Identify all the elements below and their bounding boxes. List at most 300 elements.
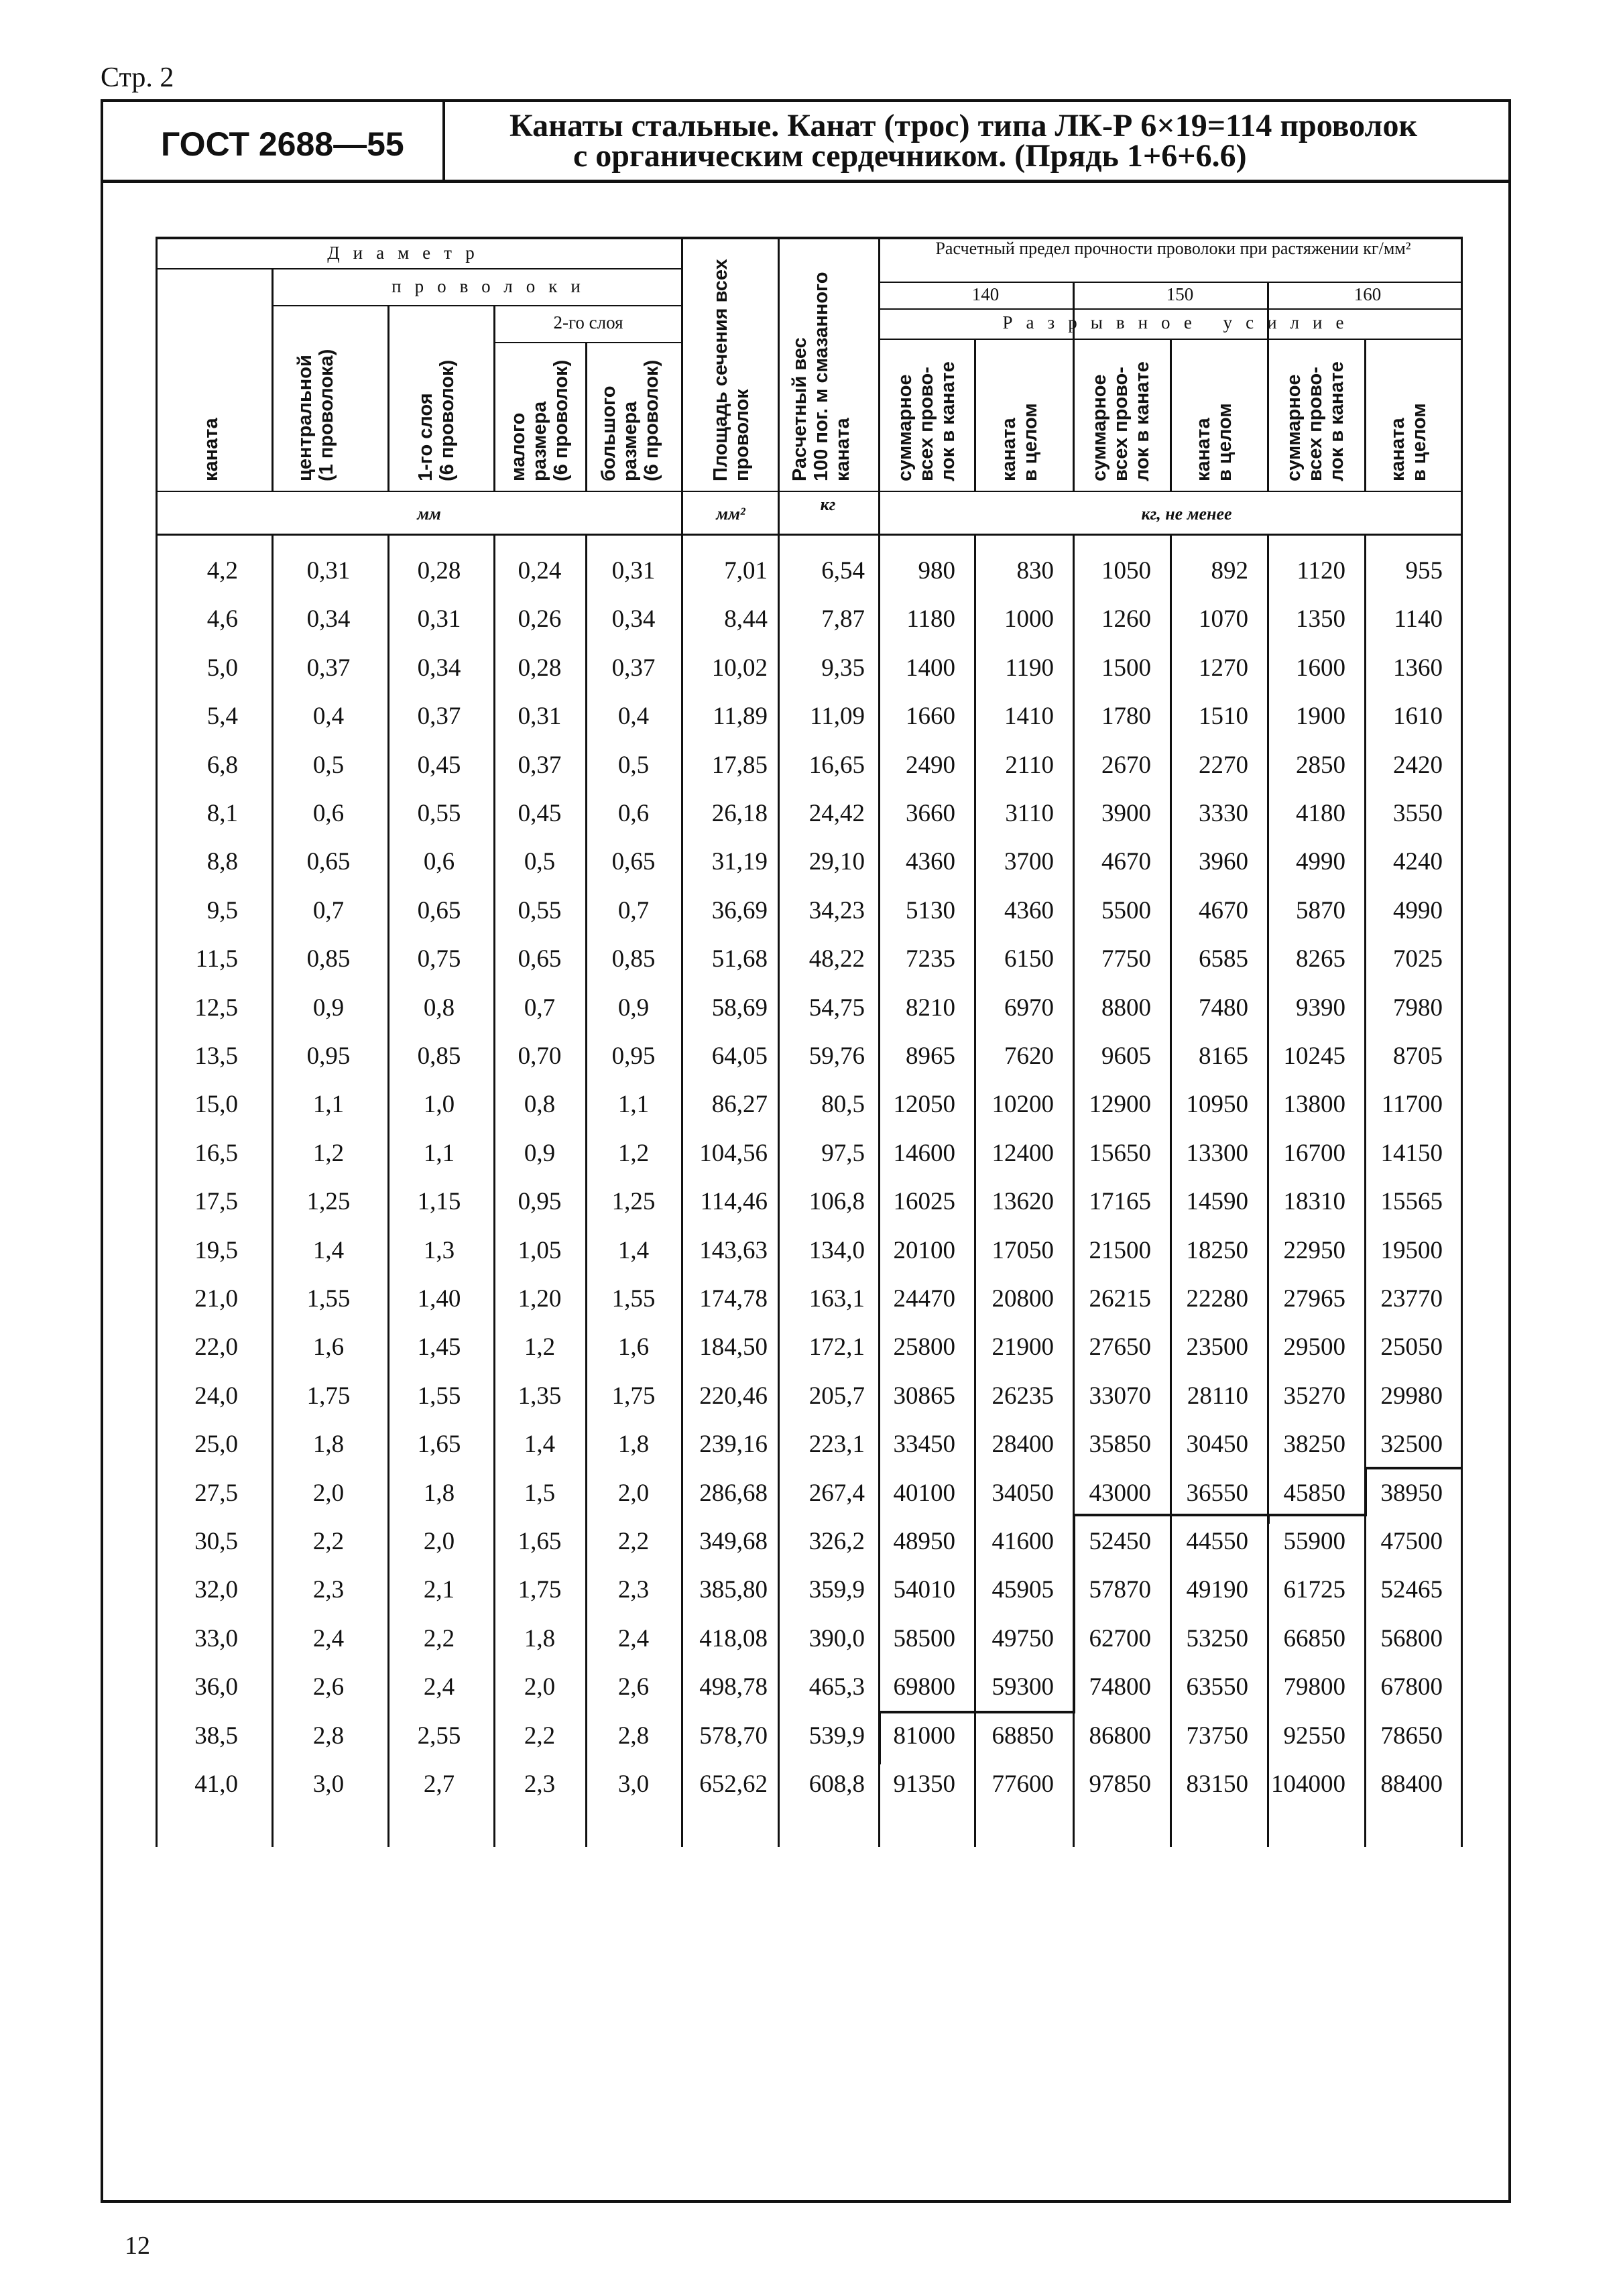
table-cell: 830 — [1016, 557, 1054, 585]
layer2-rule — [493, 342, 681, 343]
table-cell: 32500 — [1380, 1431, 1443, 1459]
table-cell: 54,75 — [808, 993, 865, 1022]
table-cell: 4,2 — [206, 557, 238, 585]
header-sum-wires-150: суммарное всех прово- лок в канате — [1089, 361, 1153, 481]
table-cell: 2490 — [906, 751, 955, 779]
table-cell: 1360 — [1393, 654, 1443, 682]
table-cell: 1190 — [1005, 654, 1054, 682]
table-cell: 66850 — [1283, 1624, 1345, 1652]
table-cell: 2,7 — [423, 1770, 455, 1798]
table-cell: 59,76 — [808, 1042, 865, 1070]
table-cell: 1,1 — [617, 1091, 650, 1119]
table-cell: 1140 — [1394, 605, 1443, 633]
table-cell: 0,55 — [417, 800, 461, 827]
table-cell: 0,8 — [423, 993, 455, 1022]
table-cell: 223,1 — [808, 1431, 865, 1459]
table-cell: 0,7 — [312, 896, 345, 924]
header-layer1: 1-го слоя (6 проволок) — [415, 359, 458, 481]
table-cell: 6585 — [1199, 945, 1248, 973]
table-cell: 1,4 — [617, 1236, 650, 1264]
table-cell: 106,8 — [808, 1188, 865, 1216]
table-cell: 390,0 — [808, 1624, 865, 1652]
col-line — [1364, 339, 1366, 491]
table-cell: 41,0 — [194, 1770, 238, 1798]
table-cell: 21,0 — [194, 1285, 238, 1313]
table-cell: 1660 — [906, 703, 955, 731]
table-cell: 1050 — [1101, 557, 1151, 585]
table-cell: 0,65 — [306, 848, 351, 876]
table-cell: 0,37 — [417, 703, 461, 731]
table-cell: 1510 — [1199, 703, 1248, 731]
table-cell: 2,6 — [312, 1673, 345, 1701]
table-cell: 1260 — [1101, 605, 1151, 633]
col-line — [272, 269, 274, 491]
table-cell: 418,08 — [699, 1624, 768, 1652]
header-layer2: 2-го слоя — [553, 312, 623, 333]
table-cell: 68850 — [991, 1721, 1054, 1750]
table-cell: 286,68 — [699, 1479, 768, 1507]
table-cell: 41600 — [991, 1528, 1054, 1555]
header-grade-140: 140 — [971, 284, 1000, 304]
unit-mm2: мм² — [716, 504, 745, 524]
table-cell: 53250 — [1186, 1624, 1248, 1652]
table-cell: 34,23 — [808, 896, 865, 924]
table-cell: 4670 — [1199, 896, 1248, 924]
table-cell: 9,5 — [206, 896, 238, 924]
table-cell: 57870 — [1089, 1576, 1151, 1604]
table-cell: 36550 — [1186, 1479, 1248, 1507]
table-cell: 97,5 — [821, 1139, 865, 1167]
table-cell: 184,50 — [699, 1333, 768, 1362]
table-cell: 1270 — [1199, 654, 1248, 682]
table-cell: 104000 — [1271, 1770, 1345, 1798]
table-cell: 8800 — [1101, 993, 1151, 1022]
table-cell: 2,0 — [617, 1479, 650, 1507]
page-number: 12 — [125, 2232, 150, 2260]
unit-mm: мм — [417, 504, 441, 524]
table-cell: 27965 — [1283, 1285, 1345, 1313]
table-cell: 239,16 — [699, 1431, 768, 1459]
table-cell: 0,37 — [306, 654, 351, 682]
table-cell: 359,9 — [808, 1576, 865, 1604]
table-cell: 7,87 — [821, 605, 865, 633]
table-cell: 1900 — [1296, 703, 1345, 731]
table-cell: 38250 — [1283, 1431, 1345, 1459]
table-cell: 143,63 — [699, 1236, 768, 1264]
table-cell: 2110 — [1005, 751, 1054, 779]
table-cell: 45850 — [1283, 1479, 1345, 1507]
col-line — [681, 237, 683, 1847]
table-cell: 2,4 — [617, 1624, 650, 1652]
table-cell: 11700 — [1381, 1091, 1443, 1119]
table-cell: 61725 — [1283, 1576, 1345, 1604]
strength-rule — [878, 282, 1463, 283]
header-bottom-rule — [103, 180, 1511, 183]
table-cell: 1,4 — [312, 1236, 345, 1264]
header-rope-whole-140: каната в целом — [998, 403, 1041, 481]
region-mark — [1364, 1467, 1367, 1515]
col-line — [1461, 237, 1463, 1847]
table-cell: 38,5 — [194, 1721, 238, 1750]
table-cell: 62700 — [1089, 1624, 1151, 1652]
table-cell: 114,46 — [700, 1188, 768, 1216]
table-cell: 88400 — [1380, 1770, 1443, 1798]
table-cell: 4670 — [1101, 848, 1151, 876]
table-cell: 11,09 — [810, 703, 865, 731]
table-cell: 58,69 — [711, 993, 768, 1022]
table-cell: 33450 — [893, 1431, 955, 1459]
table-cell: 3900 — [1101, 800, 1151, 827]
table-cell: 2,0 — [423, 1528, 455, 1555]
table-cell: 2,8 — [312, 1721, 345, 1750]
table-cell: 2420 — [1393, 751, 1443, 779]
table-cell: 1350 — [1296, 605, 1345, 633]
table-cell: 2,3 — [312, 1576, 345, 1604]
table-cell: 40100 — [893, 1479, 955, 1507]
table-cell: 0,95 — [611, 1042, 656, 1070]
table-cell: 13620 — [991, 1188, 1054, 1216]
table-cell: 13,5 — [194, 1042, 238, 1070]
table-cell: 0,28 — [518, 654, 562, 682]
table-cell: 16025 — [893, 1188, 955, 1216]
table-cell: 20100 — [893, 1236, 955, 1264]
title-line-1: Канаты стальные. Канат (трос) типа ЛК-Р 6×19=114 проволок — [509, 108, 1418, 143]
table-cell: 51,68 — [711, 945, 768, 973]
col-line — [272, 536, 274, 1847]
table-cell: 43000 — [1089, 1479, 1151, 1507]
table-cell: 205,7 — [808, 1382, 865, 1410]
table-cell: 174,78 — [699, 1285, 768, 1313]
table-cell: 55900 — [1283, 1528, 1345, 1555]
table-cell: 2270 — [1199, 751, 1248, 779]
header-breaking: Разрывное усилие — [1002, 312, 1358, 333]
table-cell: 24470 — [893, 1285, 955, 1313]
col-line — [1170, 536, 1172, 1847]
table-cell: 38950 — [1380, 1479, 1443, 1507]
table-cell: 14150 — [1380, 1139, 1443, 1167]
table-cell: 44550 — [1186, 1528, 1248, 1555]
table-cell: 0,31 — [611, 557, 656, 585]
table-cell: 1,55 — [611, 1285, 656, 1313]
table-cell: 36,69 — [711, 896, 768, 924]
table-cell: 980 — [918, 557, 955, 585]
table-cell: 0,85 — [306, 945, 351, 973]
col-line — [1364, 536, 1366, 1847]
table-cell: 3330 — [1199, 800, 1248, 827]
table-cell: 31,19 — [711, 848, 768, 876]
table-cell: 4180 — [1296, 800, 1345, 827]
table-cell: 2,2 — [423, 1624, 455, 1652]
region-mark — [1073, 1514, 1075, 1712]
table-cell: 29500 — [1283, 1333, 1345, 1362]
table-cell: 19,5 — [194, 1236, 238, 1264]
table-cell: 2,2 — [524, 1721, 556, 1750]
table-cell: 12,5 — [194, 993, 238, 1022]
table-cell: 0,37 — [611, 654, 656, 682]
units-rule — [156, 491, 1463, 492]
region-mark — [1073, 1514, 1270, 1516]
table-cell: 1,65 — [417, 1431, 461, 1459]
grade-rule — [878, 308, 1463, 310]
unit-kg: кг — [820, 495, 836, 514]
wires-rule — [272, 305, 681, 306]
title-line-2: с органическим сердечником. (Прядь 1+6+6.6) — [573, 138, 1247, 174]
table-cell: 1400 — [906, 654, 955, 682]
table-cell: 9,35 — [821, 654, 865, 682]
table-cell: 22,0 — [194, 1333, 238, 1362]
table-cell: 29980 — [1380, 1382, 1443, 1410]
table-cell: 58500 — [893, 1624, 955, 1652]
table-cell: 9605 — [1101, 1042, 1151, 1070]
table-cell: 16,65 — [808, 751, 865, 779]
table-cell: 172,1 — [808, 1333, 865, 1362]
col-line — [585, 536, 587, 1847]
table-cell: 86,27 — [711, 1091, 768, 1119]
table-cell: 22950 — [1283, 1236, 1345, 1264]
region-mark — [1267, 1514, 1367, 1516]
table-cell: 8,44 — [724, 605, 768, 633]
table-cell: 1,8 — [423, 1479, 455, 1507]
table-cell: 6,54 — [821, 557, 865, 585]
table-cell: 1410 — [1004, 703, 1054, 731]
col-line — [493, 536, 495, 1847]
table-cell: 892 — [1211, 557, 1248, 585]
table-cell: 6150 — [1004, 945, 1054, 973]
table-cell: 5500 — [1101, 896, 1151, 924]
table-cell: 0,34 — [306, 605, 351, 633]
table-cell: 1,25 — [306, 1188, 351, 1216]
table-cell: 80,5 — [821, 1091, 865, 1119]
table-cell: 0,24 — [518, 557, 562, 585]
table-cell: 49190 — [1186, 1576, 1248, 1604]
table-cell: 385,80 — [699, 1576, 768, 1604]
header-small: малого размера (6 проволок) — [507, 359, 572, 481]
table-cell: 8165 — [1199, 1042, 1248, 1070]
table-cell: 1,1 — [423, 1139, 455, 1167]
table-cell: 30,5 — [194, 1528, 238, 1555]
table-cell: 14590 — [1186, 1188, 1248, 1216]
table-cell: 13800 — [1283, 1091, 1345, 1119]
table-cell: 0,45 — [417, 751, 461, 779]
table-cell: 30865 — [893, 1382, 955, 1410]
table-cell: 3700 — [1004, 848, 1054, 876]
table-cell: 23770 — [1380, 1285, 1443, 1313]
table-cell: 36,0 — [194, 1673, 238, 1701]
table-cell: 33070 — [1089, 1382, 1151, 1410]
col-line — [974, 536, 976, 1847]
region-mark — [1364, 1467, 1463, 1469]
table-cell: 48,22 — [808, 945, 865, 973]
table-cell: 498,78 — [699, 1673, 768, 1701]
table-cell: 12900 — [1089, 1091, 1151, 1119]
table-cell: 1500 — [1101, 654, 1151, 682]
table-cell: 1120 — [1297, 557, 1345, 585]
table-cell: 97850 — [1089, 1770, 1151, 1798]
table-cell: 8210 — [906, 993, 955, 1022]
table-cell: 59300 — [991, 1673, 1054, 1701]
table-cell: 25,0 — [194, 1431, 238, 1459]
table-cell: 4,6 — [206, 605, 238, 633]
table-cell: 5,0 — [206, 654, 238, 682]
table-cell: 73750 — [1186, 1721, 1248, 1750]
table-cell: 54010 — [893, 1576, 955, 1604]
table-cell: 0,8 — [524, 1091, 556, 1119]
table-cell: 3550 — [1393, 800, 1443, 827]
table-cell: 1,3 — [423, 1236, 455, 1264]
header-sum-wires-160: суммарное всех прово- лок в канате — [1283, 361, 1347, 481]
table-cell: 2,0 — [312, 1479, 345, 1507]
table-cell: 652,62 — [699, 1770, 768, 1798]
table-cell: 23500 — [1186, 1333, 1248, 1362]
table-cell: 1,8 — [617, 1431, 650, 1459]
col-line — [156, 237, 158, 1847]
table-cell: 7480 — [1199, 993, 1248, 1022]
table-cell: 1,65 — [518, 1528, 562, 1555]
table-cell: 1,45 — [417, 1333, 461, 1362]
table-cell: 11,5 — [195, 945, 238, 973]
table-cell: 0,95 — [306, 1042, 351, 1070]
table-cell: 81000 — [893, 1721, 955, 1750]
table-cell: 7980 — [1393, 993, 1443, 1022]
table-cell: 0,31 — [417, 605, 461, 633]
header-large: большого размера (6 проволок) — [598, 359, 662, 481]
table-cell: 8,1 — [206, 800, 238, 827]
table-cell: 0,75 — [417, 945, 461, 973]
table-cell: 2670 — [1101, 751, 1151, 779]
table-cell: 1600 — [1296, 654, 1345, 682]
region-mark — [878, 1711, 1075, 1713]
table-cell: 91350 — [893, 1770, 955, 1798]
table-cell: 349,68 — [699, 1528, 768, 1555]
table-cell: 0,34 — [417, 654, 461, 682]
table-cell: 0,4 — [312, 703, 345, 731]
table-cell: 79800 — [1283, 1673, 1345, 1701]
region-mark — [878, 1711, 881, 1764]
table-cell: 56800 — [1380, 1624, 1443, 1652]
table-cell: 63550 — [1186, 1673, 1248, 1701]
table-cell: 0,31 — [306, 557, 351, 585]
table-cell: 1,05 — [518, 1236, 562, 1264]
table-cell: 27,5 — [194, 1479, 238, 1507]
table-cell: 3110 — [1005, 800, 1054, 827]
table-cell: 1,5 — [524, 1479, 556, 1507]
table-cell: 26,18 — [711, 800, 768, 827]
table-cell: 4990 — [1296, 848, 1345, 876]
table-cell: 134,0 — [808, 1236, 865, 1264]
col-line — [387, 536, 389, 1847]
table-cell: 0,65 — [611, 848, 656, 876]
table-cell: 25800 — [893, 1333, 955, 1362]
table-cell: 11,89 — [713, 703, 768, 731]
table-cell: 7025 — [1393, 945, 1443, 973]
table-cell: 49750 — [991, 1624, 1054, 1652]
table-cell: 30450 — [1186, 1431, 1248, 1459]
col-line — [1267, 536, 1269, 1847]
header-area: Площадь сечения всех проволок — [710, 259, 753, 481]
table-cell: 2,3 — [617, 1576, 650, 1604]
table-cell: 4360 — [1004, 896, 1054, 924]
table-cell: 45905 — [991, 1576, 1054, 1604]
table-cell: 326,2 — [808, 1528, 865, 1555]
table-cell: 0,9 — [617, 993, 650, 1022]
table-cell: 0,6 — [423, 848, 455, 876]
table-cell: 5130 — [906, 896, 955, 924]
table-cell: 29,10 — [808, 848, 865, 876]
table-cell: 539,9 — [808, 1721, 865, 1750]
table-cell: 83150 — [1186, 1770, 1248, 1798]
header-central: центральной (1 проволока) — [294, 349, 337, 481]
table-cell: 0,65 — [417, 896, 461, 924]
table-cell: 16,5 — [194, 1139, 238, 1167]
table-cell: 19500 — [1380, 1236, 1443, 1264]
table-cell: 8265 — [1296, 945, 1345, 973]
table-cell: 1,40 — [417, 1285, 461, 1313]
table-cell: 104,56 — [699, 1139, 768, 1167]
table-cell: 0,7 — [617, 896, 650, 924]
table-cell: 35270 — [1283, 1382, 1345, 1410]
header-rope-whole-160: каната в целом — [1387, 403, 1430, 481]
col-line — [974, 339, 976, 491]
col-line — [493, 306, 495, 491]
table-cell: 9390 — [1296, 993, 1345, 1022]
table-cell: 1,25 — [611, 1188, 656, 1216]
table-cell: 2,4 — [423, 1673, 455, 1701]
table-cell: 52450 — [1089, 1528, 1151, 1555]
table-cell: 1,0 — [423, 1091, 455, 1119]
table-cell: 5870 — [1296, 896, 1345, 924]
table-cell: 22280 — [1186, 1285, 1248, 1313]
table-cell: 2,55 — [417, 1721, 461, 1750]
table-cell: 1,8 — [312, 1431, 345, 1459]
diameter-rule — [156, 268, 681, 269]
header-weight: Расчетный вес 100 пог. м смазанного каната — [789, 271, 853, 481]
table-cell: 14600 — [893, 1139, 955, 1167]
table-cell: 0,9 — [312, 993, 345, 1022]
table-cell: 67800 — [1380, 1673, 1443, 1701]
unit-kg-min: кг, не менее — [1141, 504, 1232, 524]
table-cell: 0,5 — [617, 751, 650, 779]
table-cell: 1,15 — [417, 1188, 461, 1216]
table-cell: 2,4 — [312, 1624, 345, 1652]
table-cell: 1180 — [906, 605, 955, 633]
table-cell: 1,75 — [611, 1382, 656, 1410]
table-cell: 0,95 — [518, 1188, 562, 1216]
table-cell: 0,65 — [518, 945, 562, 973]
table-cell: 12400 — [991, 1139, 1054, 1167]
table-cell: 2,3 — [524, 1770, 556, 1798]
table-cell: 0,6 — [312, 800, 345, 827]
header-rope: каната — [200, 418, 222, 481]
table-cell: 7,01 — [724, 557, 768, 585]
table-cell: 12050 — [893, 1091, 955, 1119]
table-cell: 0,85 — [611, 945, 656, 973]
table-cell: 1,75 — [518, 1576, 562, 1604]
table-cell: 15565 — [1380, 1188, 1443, 1216]
table-cell: 27650 — [1089, 1333, 1151, 1362]
table-cell: 0,55 — [518, 896, 562, 924]
table-cell: 2,6 — [617, 1673, 650, 1701]
table-cell: 1,55 — [306, 1285, 351, 1313]
table-cell: 0,37 — [518, 751, 562, 779]
col-line — [387, 306, 389, 491]
header-rope-whole-150: каната в целом — [1193, 403, 1236, 481]
table-cell: 5,4 — [206, 703, 238, 731]
table-cell: 0,9 — [524, 1139, 556, 1167]
table-cell: 47500 — [1380, 1528, 1443, 1555]
table-cell: 6,8 — [206, 751, 238, 779]
table-cell: 3660 — [906, 800, 955, 827]
table-cell: 20800 — [991, 1285, 1054, 1313]
